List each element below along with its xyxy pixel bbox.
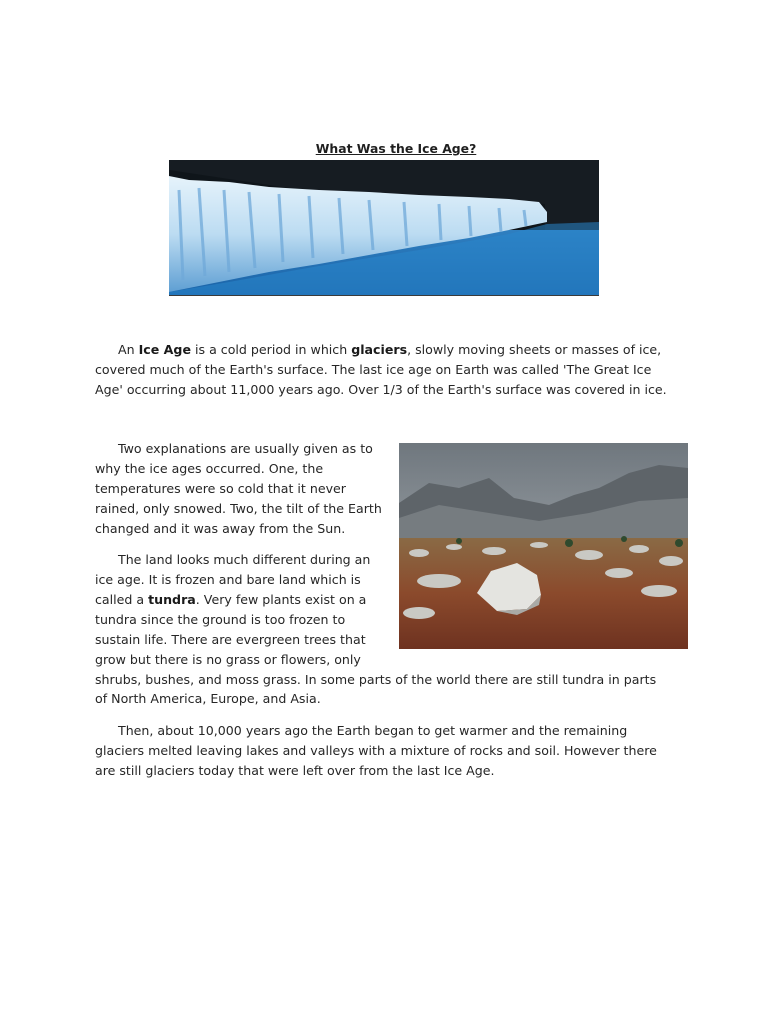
p1-text-1: An [118,342,139,357]
p3-text-1: The land looks much different during an ice age. It is frozen and bare land which is called a [95,552,371,607]
term-tundra: tundra [148,591,196,607]
document-title: What Was the Ice Age? [315,141,477,156]
p1-text-3: , slowly moving sheets or masses of ice, covered much of the Earth's surface. The last ice age on Earth was called 'The Great Ice Age' occurring about 11,000 years ago. Over 1/3 of the Earth's surface was covered in ice. [95,342,667,397]
tundra-photo [399,443,688,649]
term-glaciers: glaciers [351,342,408,357]
body-section [95,439,670,792]
paragraph-ice-age-definition [95,340,670,400]
glacier-photo [169,160,599,296]
term-ice-age: Ice Age [138,342,191,357]
paragraph-explanations: Two explanations are usually given as to why the ice ages occurred. One, the temperatures were so cold that it never rained, only snowed. Two, the tilt of the Earth changed and it was away from the Sun. [95,441,382,536]
paragraph-warming: Then, about 10,000 years ago the Earth began to get warmer and the remaining glaciers melted leaving lakes and valleys with a mixture of rocks and soil. However there are still glaciers today that were left over from the last Ice Age. [95,722,657,778]
intro-section [95,340,670,411]
p1-text-2: is a cold period in which [191,342,352,357]
p3-text-2: . Very few plants exist on a tundra since the ground is too frozen to sustain life. There are evergreen trees that grow but there is no grass or flowers, only shrubs, bushes, and moss grass. In some parts of the world there are still tundra in parts of North America, Europe, and Asia. [95,591,657,707]
